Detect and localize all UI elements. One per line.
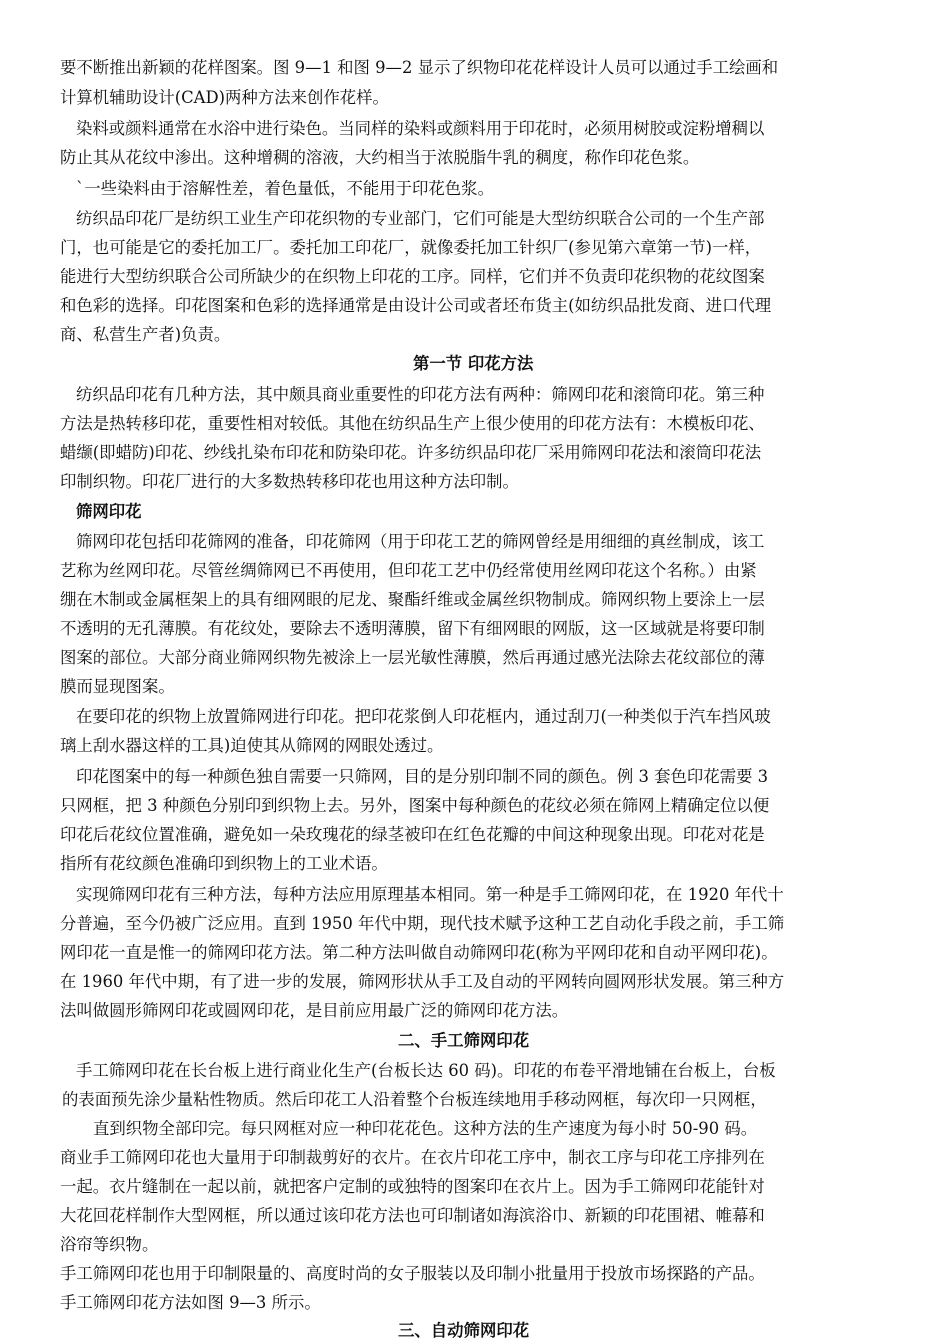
text-line: 手工筛网印花也用于印制限量的、高度时尚的女子服装以及印制小批量用于投放市场探路的产品。 [60, 1264, 765, 1283]
text-line: 纺织品印花厂是纺织工业生产印花织物的专业部门，它们可能是大型纺织联合公司的一个生产部 [76, 209, 765, 228]
text-line: 的表面预先涂少量粘性物质。然后印花工人沿着整个台板连续地用手移动网框，每次印一只网框， [62, 1090, 767, 1109]
text-line: 直到织物全部印完。每只网框对应一种印花花色。这种方法的生产速度为每小时 50-90 码。 [93, 1119, 758, 1138]
text-line: 艺称为丝网印花。尽管丝绸筛网已不再使用，但印花工艺中仍经常使用丝网印花这个名称。）由紧 [60, 561, 757, 580]
text-line: 大花回花样制作大型网框，所以通过该印花方法也可印制诸如海滨浴巾、新颖的印花围裙、帷幕和 [60, 1206, 765, 1225]
text-line: 图案的部位。大部分商业筛网织物先被涂上一层光敏性薄膜，然后再通过感光法除去花纹部位的薄 [60, 648, 765, 667]
text-line: 染料或颜料通常在水浴中进行染色。当同样的染料或颜料用于印花时，必须用树胶或淀粉增稠以 [76, 119, 765, 138]
text-line: 指所有花纹颜色准确印到织物上的工业术语。 [60, 854, 388, 873]
text-line: `一些染料由于溶解性差，着色量低，不能用于印花色浆。 [76, 179, 494, 198]
text-line: 不透明的无孔薄膜。有花纹处，要除去不透明薄膜，留下有细网眼的网版，这一区域就是将要印制 [60, 619, 765, 638]
text-line: 防止其从花纹中渗出。这种增稠的溶液，大约相当于浓脱脂牛乳的稠度，称作印花色浆。 [60, 148, 700, 167]
text-line: 纺织品印花有几种方法，其中颇具商业重要性的印花方法有两种：筛网印花和滚筒印花。第三种 [76, 385, 765, 404]
text-line: 网印花一直是惟一的筛网印花方法。第二种方法叫做自动筛网印花(称为平网印花和自动平网印花)。 [60, 943, 778, 962]
text-line: 在 1960 年代中期，有了进一步的发展，筛网形状从手工及自动的平网转向圆网形状发展。第三种方 [60, 972, 785, 991]
text-line: 要不断推出新颖的花样图案。图 9—1 和图 9—2 显示了织物印花花样设计人员可以通过手工绘画和 [60, 58, 779, 77]
text-line: 璃上刮水器这样的工具)迫使其从筛网的网眼处透过。 [60, 736, 444, 755]
section-heading: 二、手工筛网印花 [398, 1031, 530, 1050]
subsection-heading: 筛网印花 [76, 502, 142, 521]
text-line: 手工筛网印花在长台板上进行商业化生产(台板长达 60 码)。印花的布卷平滑地铺在台板上，台板 [76, 1061, 776, 1080]
text-line: 商、私营生产者)负责。 [60, 325, 231, 344]
text-line: 能进行大型纺织联合公司所缺少的在织物上印花的工序。同样，它们并不负责印花织物的花纹图案 [60, 267, 765, 286]
text-line: 法叫做圆形筛网印花或圆网印花，是目前应用最广泛的筛网印花方法。 [60, 1001, 569, 1020]
text-line: 方法是热转移印花，重要性相对较低。其他在纺织品生产上很少使用的印花方法有：木模板印花、 [60, 414, 765, 433]
text-line: 印花后花纹位置准确，避免如一朵玫瑰花的绿茎被印在红色花瓣的中间这种现象出现。印花对花是 [60, 825, 765, 844]
text-line: 印花图案中的每一种颜色独自需要一只筛网，目的是分别印制不同的颜色。例 3 套色印花需要 3 [76, 767, 769, 786]
text-line: 实现筛网印花有三种方法，每种方法应用原理基本相同。第一种是手工筛网印花，在 1920 年代十 [76, 885, 784, 904]
text-line: 筛网印花包括印花筛网的准备，印花筛网（用于印花工艺的筛网曾经是用细细的真丝制成，该工 [76, 532, 765, 551]
text-line: 一起。衣片缝制在一起以前，就把客户定制的或独特的图案印在衣片上。因为手工筛网印花能针对 [60, 1177, 765, 1196]
text-line: 和色彩的选择。印花图案和色彩的选择通常是由设计公司或者坯布货主(如纺织品批发商、进口代理 [60, 296, 772, 315]
text-line: 膜而显现图案。 [60, 677, 175, 696]
text-line: 手工筛网印花方法如图 9—3 所示。 [60, 1293, 321, 1312]
text-line: 分普遍，至今仍被广泛应用。直到 1950 年代中期，现代技术赋予这种工艺自动化手段之前，手工筛 [60, 914, 785, 933]
text-line: 在要印花的织物上放置筛网进行印花。把印花浆倒人印花框内，通过刮刀(一种类似于汽车挡风玻 [76, 707, 771, 726]
text-line: 商业手工筛网印花也大量用于印制裁剪好的衣片。在衣片印花工序中，制衣工序与印花工序排列在 [60, 1148, 765, 1167]
text-line: 印制织物。印花厂进行的大多数热转移印花也用这种方法印制。 [60, 472, 519, 491]
text-line: 蜡缬(即蜡防)印花、纱线扎染布印花和防染印花。许多纺织品印花厂采用筛网印花法和滚筒印花法 [60, 443, 762, 462]
section-heading: 第一节 印花方法 [413, 354, 534, 373]
section-heading: 三、自动筛网印花 [398, 1321, 530, 1340]
text-line: 计算机辅助设计(CAD)两种方法来创作花样。 [60, 88, 389, 107]
text-line: 只网框，把 3 种颜色分别印到织物上去。另外，图案中每种颜色的花纹必须在筛网上精确定位以便 [60, 796, 770, 815]
text-line: 绷在木制或金属框架上的具有细网眼的尼龙、聚酯纤维或金属丝织物制成。筛网织物上要涂上一层 [60, 590, 765, 609]
text-line: 浴帘等织物。 [60, 1235, 159, 1254]
text-line: 门，也可能是它的委托加工厂。委托加工印花厂，就像委托加工针织厂(参见第六章第一节)一样， [60, 238, 762, 257]
